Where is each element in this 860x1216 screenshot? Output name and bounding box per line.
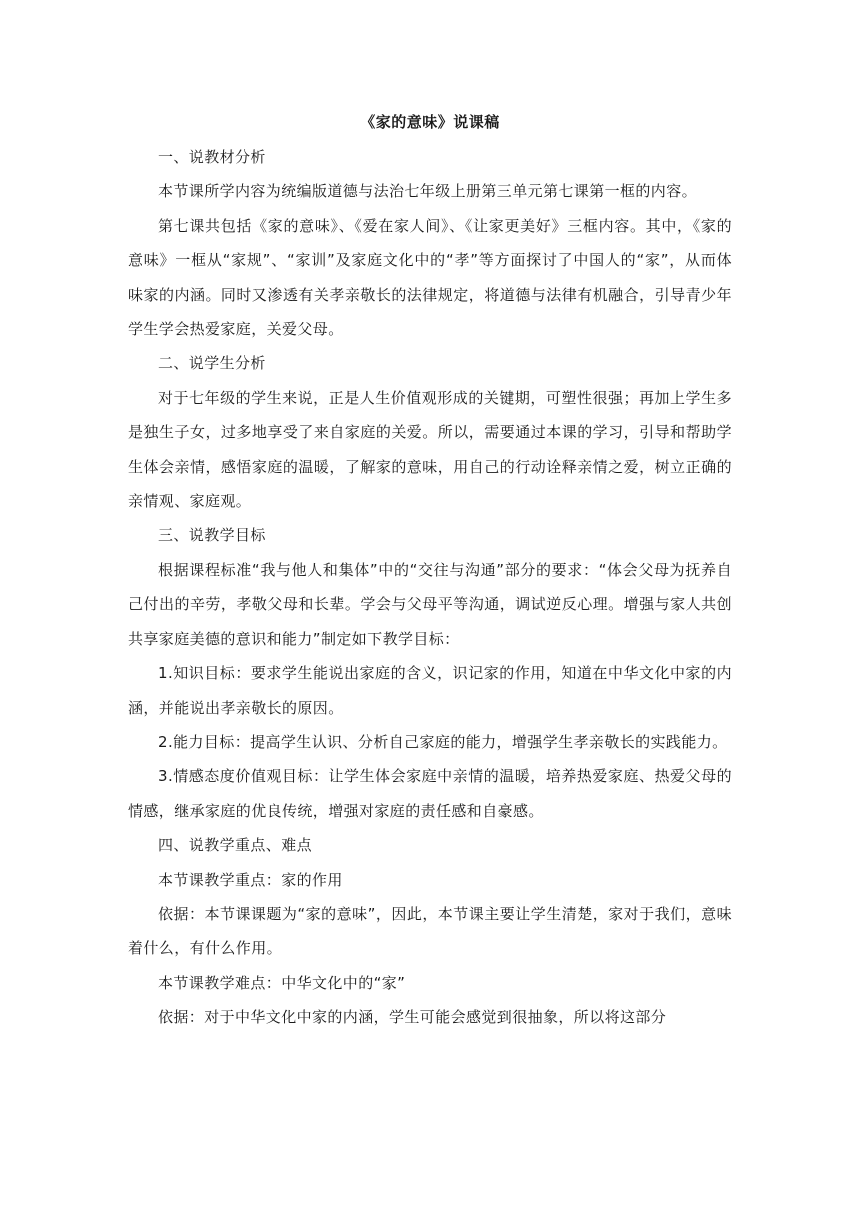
paragraph: 本节课教学重点：家的作用 (158, 870, 343, 889)
paragraph: 对于七年级的学生来说，正是人生价值观形成的关键期，可塑性很强；再加上学生多是独生子女，过多地享受了来自家庭的关爱。所以，需要通过本课的学习，引导和帮助学生体会亲情，感悟家庭的温暖，了解家的意味，用自己的行动诠释亲情之爱，树立正确的亲情观、家庭观。 (128, 388, 732, 511)
document-body (128, 104, 732, 1035)
list-item-knowledge-goal: 1.知识目标：要求学生能说出家庭的含义，识记家的作用，知道在中华文化中家的内涵，并能说出孝亲敬长的原因。 (128, 664, 732, 717)
section-heading-student-analysis: 二、说学生分析 (158, 354, 266, 373)
section-heading-key-points: 四、说教学重点、难点 (158, 836, 313, 855)
paragraph: 本节课教学难点：中华文化中的“家” (158, 973, 406, 992)
paragraph: 依据：对于中华文化中家的内涵，学生可能会感觉到很抽象，所以将这部分 (158, 1008, 667, 1027)
paragraph: 第七课共包括《家的意味》、《爱在家人间》、《让家更美好》三框内容。其中，《家的意味》一框从“家规”、“家训”及家庭文化中的“孝”等方面探讨了中国人的“家”，从而体味家的内涵。同时又渗透有关孝亲敬长的法律规定，将道德与法律有机融合，引导青少年学生学会热爱家庭，关爱父母。 (128, 216, 732, 339)
paragraph: 依据：本节课课题为“家的意味”，因此，本节课主要让学生清楚，家对于我们，意味着什么，有什么作用。 (128, 904, 732, 958)
section-heading-textbook-analysis: 一、说教材分析 (158, 148, 266, 166)
paragraph: 本节课所学内容为统编版道德与法治七年级上册第三单元第七课第一框的内容。 (158, 182, 698, 201)
section-heading-teaching-goals: 三、说教学目标 (158, 526, 266, 545)
document-title: 《家的意味》说课稿 (360, 113, 500, 131)
list-item-ability-goal: 2.能力目标：提高学生认识、分析自己家庭的能力，增强学生孝亲敬长的实践能力。 (158, 732, 728, 751)
paragraph: 根据课程标准“我与他人和集体”中的“交往与沟通”部分的要求：“体会父母为抚养自己付出的辛劳，孝敬父母和长辈。学会与父母平等沟通，调试逆反心理。增强与家人共创共享家庭美德的意识和能力”制定如下教学目标： (128, 560, 732, 648)
list-item-attitude-goal: 3.情感态度价值观目标：让学生体会家庭中亲情的温暖，培养热爱家庭、热爱父母的情感，继承家庭的优良传统，增强对家庭的责任感和自豪感。 (128, 767, 732, 820)
